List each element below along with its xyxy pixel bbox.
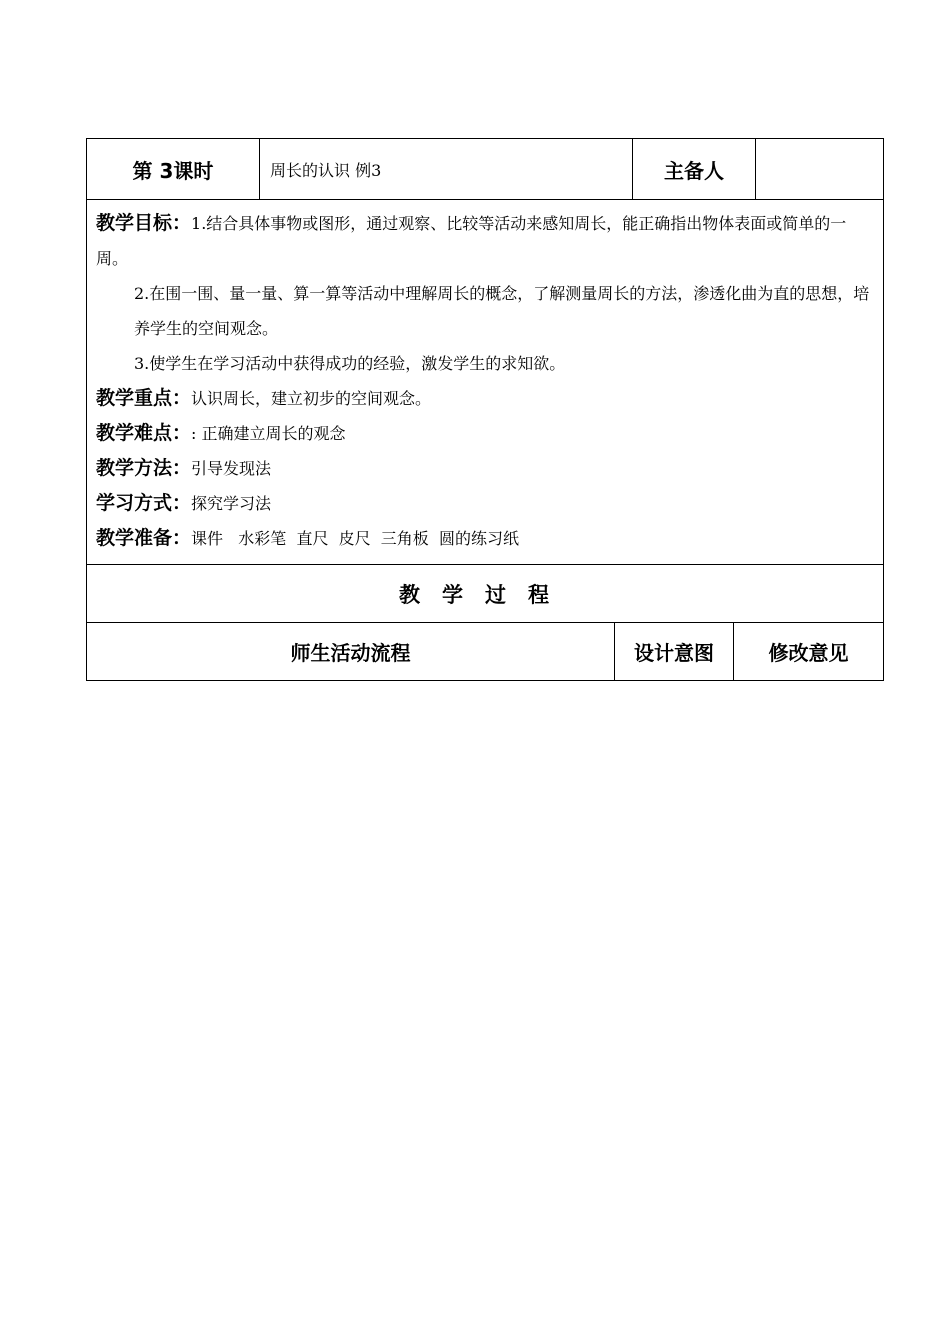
preparation	[96, 521, 875, 556]
lesson-topic: 周长的认识 例3	[260, 139, 633, 199]
objective-1	[96, 206, 875, 276]
learning-mode-value: 探究学习法	[191, 494, 272, 513]
objectives-content	[87, 200, 883, 564]
objectives-row	[87, 200, 883, 565]
header-row	[87, 139, 883, 200]
method	[96, 451, 875, 486]
learning-mode	[96, 486, 875, 521]
difficulties	[96, 416, 875, 451]
lesson-plan-table	[86, 138, 884, 681]
flow-column-header: 师生活动流程	[87, 623, 615, 680]
key-points	[96, 381, 875, 416]
learning-mode-label: 学习方式：	[96, 492, 192, 514]
objective-3: 3.使学生在学习活动中获得成功的经验，激发学生的求知欲。	[134, 354, 566, 373]
lesson-number: 第 3课时	[87, 139, 260, 199]
revision-column-header: 修改意见	[768, 641, 849, 665]
column-header-row	[87, 623, 883, 680]
objectives-cell	[87, 200, 883, 564]
preparer-label: 主备人	[633, 139, 756, 199]
process-title-row	[87, 565, 883, 623]
method-label: 教学方法：	[96, 457, 192, 479]
key-points-label: 教学重点：	[96, 387, 192, 409]
method-value: 引导发现法	[191, 459, 272, 478]
preparation-value: 课件 水彩笔 直尺 皮尺 三角板 圆的练习纸	[191, 529, 519, 548]
difficulties-value: : 正确建立周长的观念	[191, 424, 346, 443]
preparation-label: 教学准备：	[96, 527, 192, 549]
process-title: 教学过程	[399, 582, 571, 607]
objective-2: 2.在围一围、量一量、算一算等活动中理解周长的概念，了解测量周长的方法，渗透化曲为直的思想，培养学生的空间观念。	[134, 284, 870, 338]
key-points-value: 认识周长，建立初步的空间观念。	[191, 389, 432, 408]
preparer-value	[756, 139, 883, 199]
intent-column-header: 设计意图	[615, 623, 734, 680]
difficulties-label: 教学难点：	[96, 422, 192, 444]
objectives-label: 教学目标：	[96, 212, 192, 234]
objective-1-text: 1.结合具体事物或图形，通过观察、比较等活动来感知周长，能正确指出物体表面或简单的一周。	[96, 214, 847, 268]
